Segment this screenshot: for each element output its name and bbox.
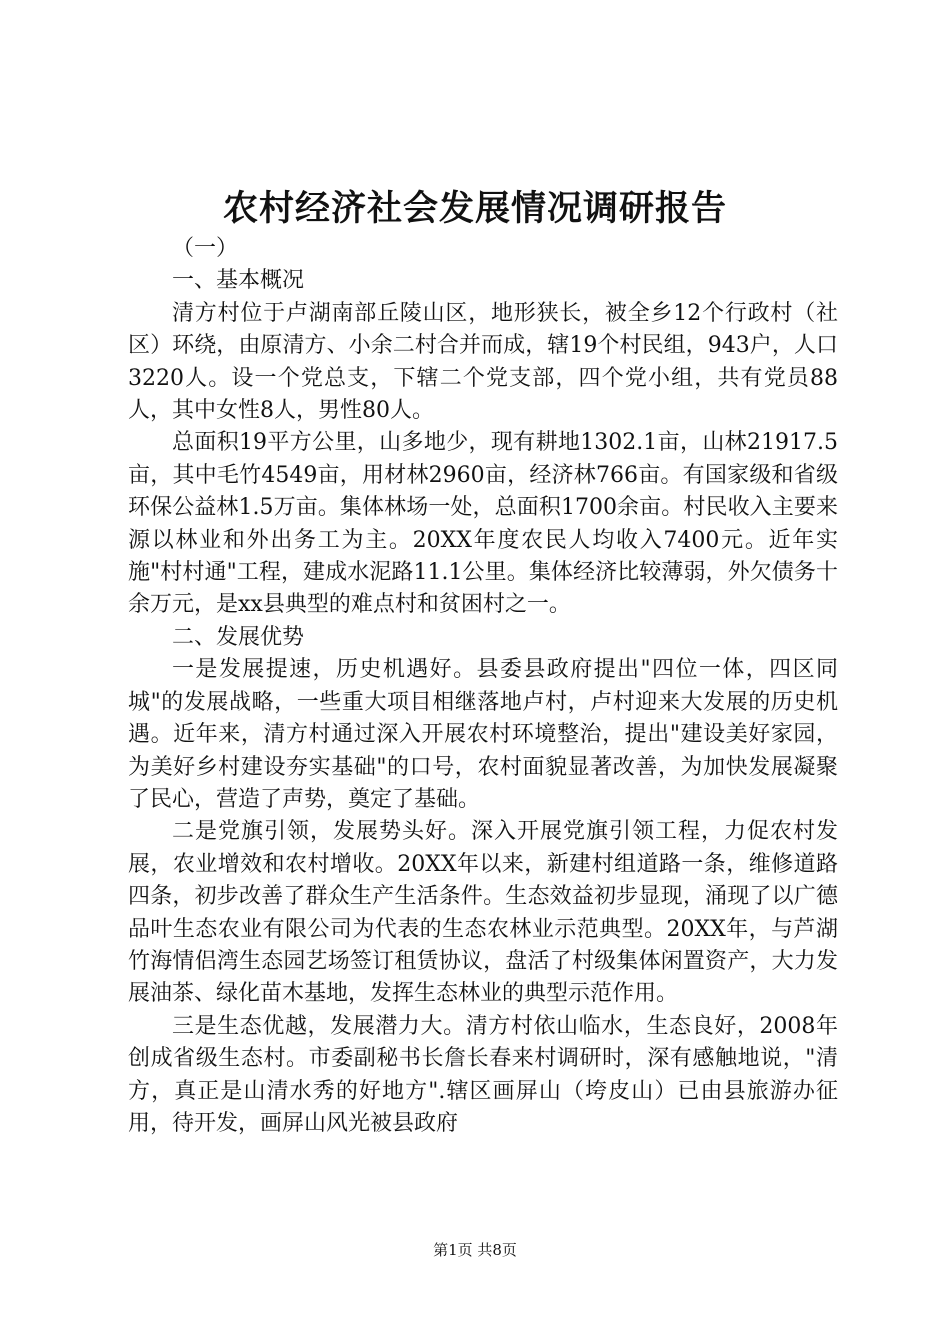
paragraph: 二是党旗引领，发展势头好。深入开展党旗引领工程，力促农村发展，农业增效和农村增收。20XX年以来，新建村组道路一条，维修道路四条，初步改善了群众生产生活条件。生态效益初步显现，涌现了以广德品叶生态农业有限公司为代表的生态农林业示范典型。20XX年，与芦湖竹海情侣湾生态园艺场签订租赁协议，盘活了村级集体闲置资产，大力发展油茶、绿化苗木基地，发挥生态林业的典型示范作用。 bbox=[128, 819, 838, 1007]
heading-basic-overview: 一、基本概况 bbox=[172, 268, 305, 294]
paragraph: 一是发展提速，历史机遇好。县委县政府提出"四位一体，四区同城"的发展战略，一些重大项目相继落地卢村，卢村迎来大发展的历史机遇。近年来，清方村通过深入开展农村环境整治，提出"建设美好家园，为美好乡村建设夯实基础"的口号，农村面貌显著改善，为加快发展凝聚了民心，营造了声势，奠定了基础。 bbox=[128, 657, 838, 812]
section-label: （一） bbox=[172, 236, 239, 261]
document-body bbox=[128, 233, 838, 1140]
paragraph: 总面积19平方公里，山多地少，现有耕地1302.1亩，山林21917.5亩，其中毛竹4549亩，用材林2960亩，经济林766亩。有国家级和省级环保公益林1.5万亩。集体林场一处，总面积1700余亩。村民收入主要来源以林业和外出务工为主。20XX年度农民人均收入7400元。近年实施"村村通"工程，建成水泥路11.1公里。集体经济比较薄弱，外欠债务十余万元，是xx县典型的难点村和贫困村之一。 bbox=[128, 430, 838, 618]
paragraph: 三是生态优越，发展潜力大。清方村依山临水，生态良好，2008年创成省级生态村。市委副秘书长詹长春来村调研时，深有感触地说，"清方，真正是山清水秀的好地方".辖区画屏山（垮皮山）已由县旅游办征用，待开发，画屏山风光被县政府 bbox=[128, 1013, 838, 1136]
document-title: 农村经济社会发展情况调研报告 bbox=[222, 188, 727, 229]
heading-development-advantages: 二、发展优势 bbox=[172, 624, 305, 650]
paragraph: 清方村位于卢湖南部丘陵山区，地形狭长，被全乡12个行政村（社区）环绕，由原清方、小余二村合并而成，辖19个村民组，943户，人口3220人。设一个党总支，下辖二个党支部，四个党小组，共有党员88人，其中女性8人，男性80人。 bbox=[128, 300, 838, 424]
page-footer: 第1页 共8页 bbox=[433, 1241, 517, 1259]
